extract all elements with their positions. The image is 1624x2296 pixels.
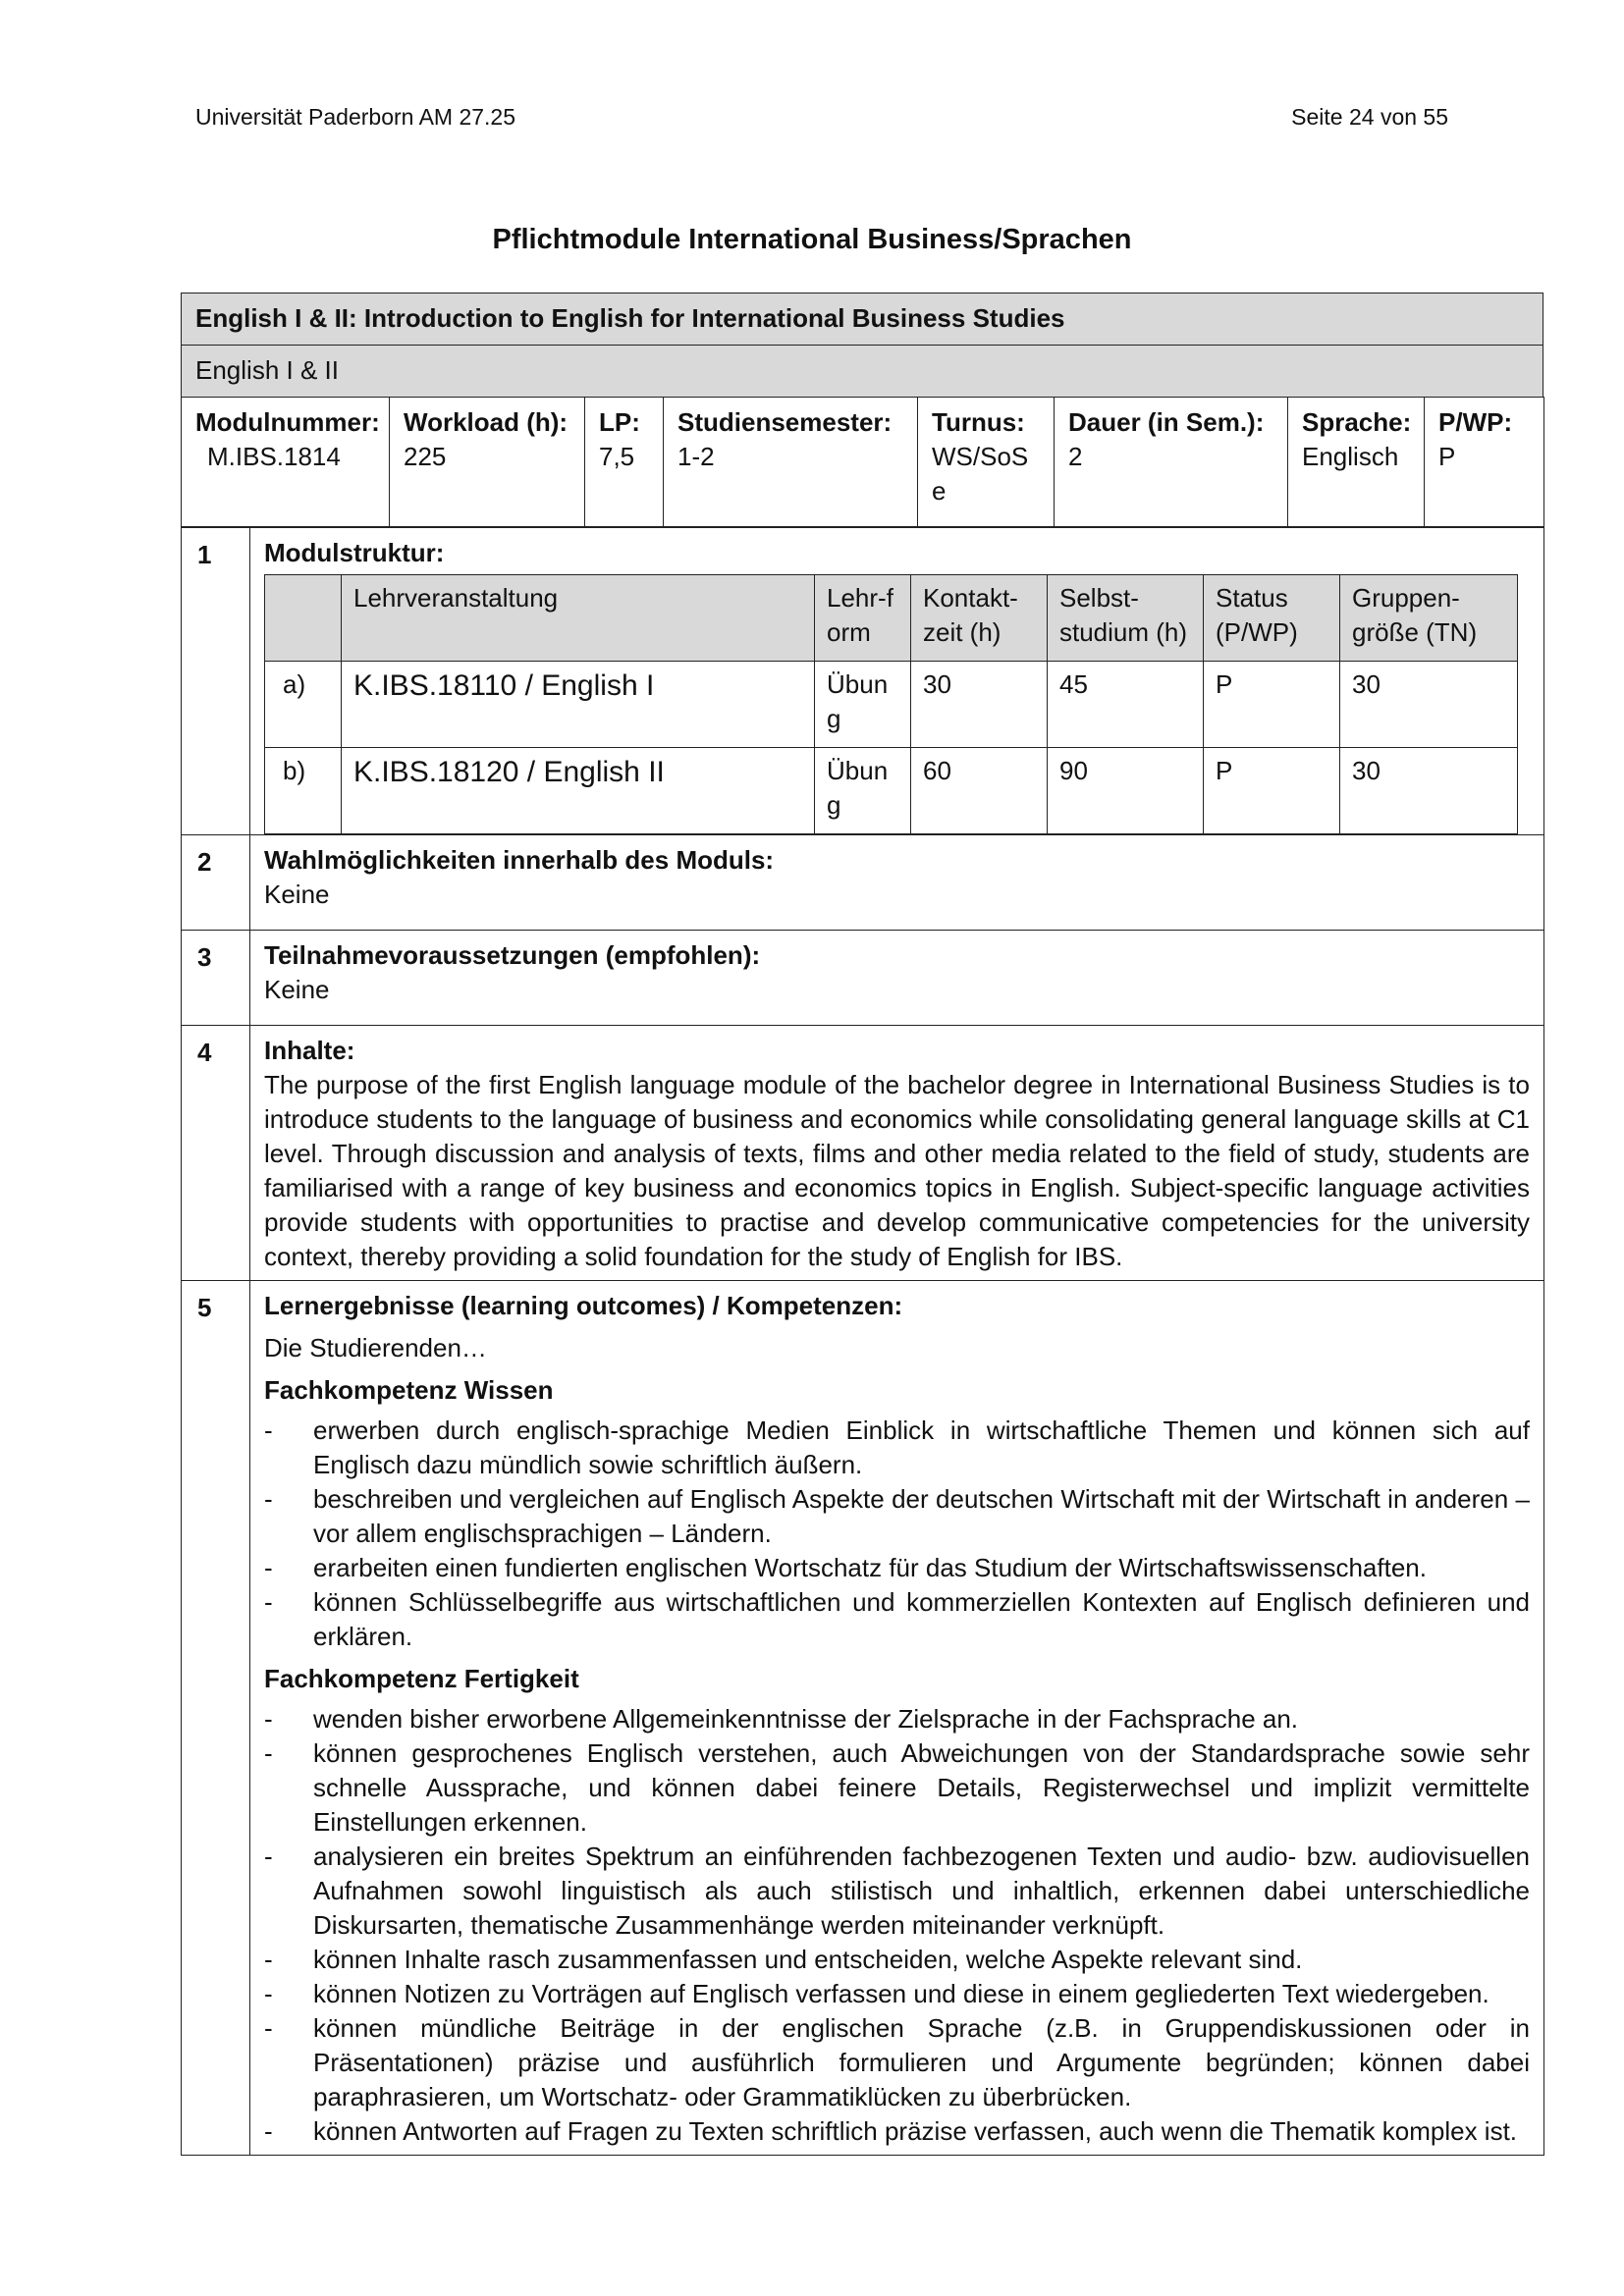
- section-intro: Die Studierenden…: [264, 1333, 487, 1362]
- section-text: The purpose of the first English language module of the bachelor degree in International Business Studies is to introduce students to the language of business and economics while consolidating general language skills at C1 level. Through discussion and analysis of texts, films and other media related to the field of study, students are familiarised with a range of key business and economics topics in English. Subject-specific language activities provide students with opportunities to practise and develop communicative competencies for the university context, thereby providing a solid foundation for the study of English for IBS.: [264, 1070, 1530, 1271]
- info-cell-lp: [585, 398, 664, 527]
- row-index: b): [265, 748, 342, 834]
- section-text: Keine: [264, 880, 330, 909]
- info-label: P/WP:: [1438, 407, 1513, 437]
- info-cell-workload: [390, 398, 585, 527]
- column-header: [265, 575, 342, 662]
- section-number: 3: [182, 931, 250, 1026]
- list-item: - beschreiben und vergleichen auf Englisch Aspekte der deutschen Wirtschaft mit der Wirtschaft in anderen – vor allem englischsprachigen – Ländern.: [264, 1484, 1530, 1548]
- list-item: - können gesprochenes Englisch verstehen, auch Abweichungen von der Standardsprache sowie sehr schnelle Aussprache, und können dabei feinere Details, Registerwechsel und implizit vermittelte Einstellungen erkennen.: [264, 1738, 1530, 1837]
- column-header: Lehr-form: [815, 575, 911, 662]
- column-header: Selbst-studium (h): [1048, 575, 1204, 662]
- list-item: - erwerben durch englisch-sprachige Medien Einblick in wirtschaftliche Themen und können sich auf Englisch dazu mündlich sowie schriftlich äußern.: [264, 1415, 1530, 1479]
- info-value: 2: [1068, 442, 1083, 471]
- section-number: 1: [182, 528, 250, 835]
- subsection-title: Fachkompetenz Fertigkeit: [264, 1664, 579, 1693]
- contact-hours: 30: [911, 662, 1048, 748]
- subsection-title: Fachkompetenz Wissen: [264, 1375, 554, 1405]
- list-item: - analysieren ein breites Spektrum an einführenden fachbezogenen Texten und audio- bzw. audiovisuellen Aufnahmen sowohl linguistisch als auch stilistisch und inhaltlich, erkennen dabei unterschiedliche Diskursarten, thematische Zusammenhänge werden miteinander verknüpft.: [264, 1842, 1530, 1940]
- module-info-row: [182, 398, 1544, 527]
- info-value: 225: [404, 442, 447, 471]
- info-value: 7,5: [599, 442, 635, 471]
- list-item: - können Schlüsselbegriffe aus wirtschaftlichen und kommerziellen Kontexten auf Englisch definieren und erklären.: [264, 1587, 1530, 1651]
- column-header: Gruppen-größe (TN): [1340, 575, 1518, 662]
- section-title: Inhalte:: [264, 1036, 355, 1065]
- group-size: 30: [1340, 662, 1518, 748]
- info-value: 1-2: [677, 442, 715, 471]
- info-value: WS/SoSe: [932, 442, 1029, 506]
- module-sections-table: [181, 527, 1544, 2156]
- course-table: [264, 574, 1518, 834]
- info-value: P: [1438, 442, 1456, 471]
- info-cell-turnus: [918, 398, 1055, 527]
- course-status: P: [1204, 662, 1340, 748]
- info-cell-sprache: [1288, 398, 1425, 527]
- module-title: English I & II: Introduction to English for International Business Studies: [181, 293, 1543, 345]
- list-item: - können mündliche Beiträge in der englischen Sprache (z.B. in Gruppendiskussionen oder in Präsentationen) präzise und ausführlich formulieren und Argumente begründen; können dabei paraphrasieren, um Wortschatz- oder Grammatiklücken zu überbrücken.: [264, 2013, 1530, 2111]
- course-form: Übung: [815, 662, 911, 748]
- info-label: Workload (h):: [404, 407, 568, 437]
- list-item: - können Notizen zu Vorträgen auf Englisch verfassen und diese in einem gegliederten Text wiedergeben.: [264, 1979, 1489, 2008]
- info-cell-studiensemester: [664, 398, 918, 527]
- table-row: [265, 748, 1518, 834]
- column-header: Status (P/WP): [1204, 575, 1340, 662]
- module-info-table: [181, 397, 1544, 527]
- header-left: Universität Paderborn AM 27.25: [195, 104, 516, 130]
- info-label: Turnus:: [932, 407, 1025, 437]
- section-title: Lernergebnisse (learning outcomes) / Kompetenzen:: [264, 1291, 903, 1320]
- list-item: - können Inhalte rasch zusammenfassen und entscheiden, welche Aspekte relevant sind.: [264, 1945, 1303, 1974]
- course-table-header: [265, 575, 1518, 662]
- info-cell-modulnummer: [182, 398, 390, 527]
- column-header: Lehrveranstaltung: [342, 575, 815, 662]
- list-item: - erarbeiten einen fundierten englischen Wortschatz für das Studium der Wirtschaftswissenschaften.: [264, 1553, 1427, 1582]
- fertigkeit-list: [264, 1702, 1530, 2149]
- section-text: Keine: [264, 975, 330, 1004]
- table-row: [265, 662, 1518, 748]
- column-header: Kontakt-zeit (h): [911, 575, 1048, 662]
- section-4: [182, 1026, 1544, 1281]
- info-value: Englisch: [1302, 442, 1399, 471]
- course-status: P: [1204, 748, 1340, 834]
- info-label: LP:: [599, 407, 640, 437]
- info-label: Sprache:: [1302, 407, 1412, 437]
- section-2: [182, 835, 1544, 931]
- list-item: - wenden bisher erworbene Allgemeinkenntnisse der Zielsprache in der Fachsprache an.: [264, 1704, 1299, 1734]
- course-form: Übung: [815, 748, 911, 834]
- group-size: 30: [1340, 748, 1518, 834]
- self-study-hours: 90: [1048, 748, 1204, 834]
- section-number: 5: [182, 1281, 250, 2156]
- module-description: [181, 293, 1543, 2156]
- section-1: [182, 528, 1544, 835]
- info-label: Modulnummer:: [195, 407, 380, 437]
- section-title: Teilnahmevoraussetzungen (empfohlen):: [264, 940, 761, 970]
- list-item: - können Antworten auf Fragen zu Texten schriftlich präzise verfassen, auch wenn die Thematik komplex ist.: [264, 2116, 1518, 2146]
- document-title: Pflichtmodule International Business/Sprachen: [492, 224, 1132, 255]
- wissen-list: [264, 1414, 1530, 1654]
- course-name: K.IBS.18110 / English I: [342, 662, 815, 748]
- self-study-hours: 45: [1048, 662, 1204, 748]
- row-index: a): [265, 662, 342, 748]
- info-label: Studiensemester:: [677, 407, 893, 437]
- section-5: [182, 1281, 1544, 2156]
- header-page-number: Seite 24 von 55: [1291, 104, 1448, 130]
- info-value: M.IBS.1814: [207, 442, 341, 471]
- course-name: K.IBS.18120 / English II: [342, 748, 815, 834]
- section-3: [182, 931, 1544, 1026]
- section-title: Wahlmöglichkeiten innerhalb des Moduls:: [264, 845, 775, 875]
- info-label: Dauer (in Sem.):: [1068, 407, 1265, 437]
- module-short-title: English I & II: [181, 345, 1543, 397]
- contact-hours: 60: [911, 748, 1048, 834]
- info-cell-dauer: [1055, 398, 1288, 527]
- section-title: Modulstruktur:: [264, 538, 445, 567]
- section-number: 2: [182, 835, 250, 931]
- info-cell-pwp: [1425, 398, 1544, 527]
- section-number: 4: [182, 1026, 250, 1281]
